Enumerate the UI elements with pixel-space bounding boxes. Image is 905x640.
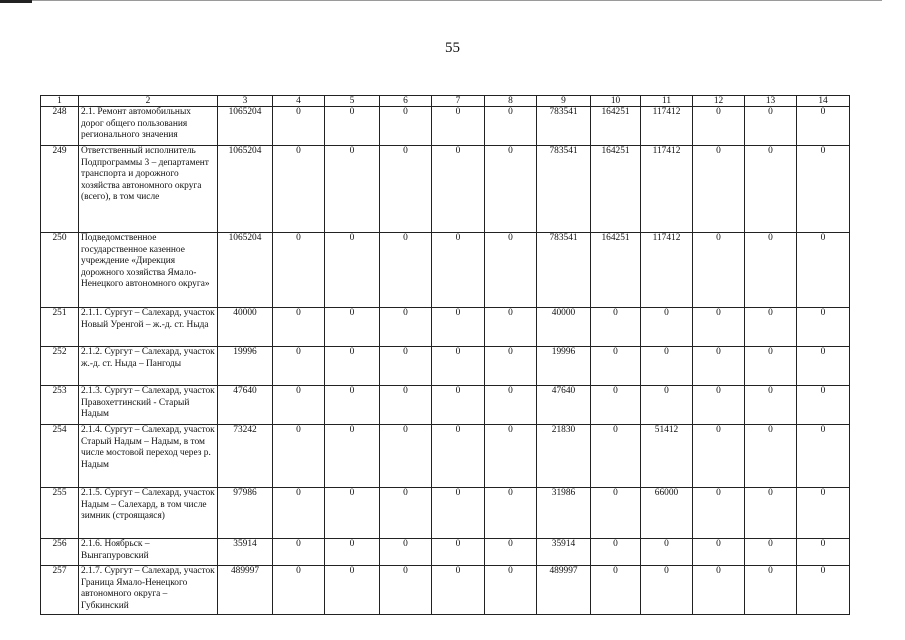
cell-value: 783541 bbox=[537, 107, 591, 146]
cell-value: 0 bbox=[325, 347, 380, 386]
cell-value: 0 bbox=[693, 347, 745, 386]
cell-value: 0 bbox=[380, 488, 432, 539]
page-number: 55 bbox=[445, 40, 460, 56]
row-description: 2.1.6. Ноябрьск – Вынгапуровский bbox=[79, 539, 218, 566]
row-number: 252 bbox=[41, 347, 79, 386]
cell-value: 0 bbox=[745, 347, 797, 386]
cell-value: 164251 bbox=[591, 146, 641, 233]
row-description: Ответственный исполнитель Подпрограммы 3 – департамент транспорта и дорожного хозяйства автономного округа (всего), в том числе bbox=[79, 146, 218, 233]
table-row bbox=[41, 566, 850, 615]
scan-edge-mark bbox=[0, 0, 32, 3]
cell-value: 489997 bbox=[537, 566, 591, 615]
cell-value: 0 bbox=[432, 488, 485, 539]
column-header: 14 bbox=[797, 96, 850, 107]
cell-value: 0 bbox=[380, 425, 432, 488]
cell-value: 0 bbox=[273, 347, 325, 386]
row-description: 2.1.4. Сургут – Салехард, участок Старый Надым – Надым, в том числе мостовой переход через р. Надым bbox=[79, 425, 218, 488]
cell-value: 783541 bbox=[537, 233, 591, 308]
cell-value: 0 bbox=[273, 488, 325, 539]
cell-value: 117412 bbox=[641, 107, 693, 146]
cell-value: 21830 bbox=[537, 425, 591, 488]
cell-value: 0 bbox=[432, 539, 485, 566]
row-description: 2.1. Ремонт автомобильных дорог общего пользования регионального значения bbox=[79, 107, 218, 146]
row-number: 250 bbox=[41, 233, 79, 308]
cell-value: 35914 bbox=[537, 539, 591, 566]
cell-value: 0 bbox=[693, 539, 745, 566]
cell-value: 489997 bbox=[218, 566, 273, 615]
cell-value: 0 bbox=[485, 488, 537, 539]
cell-value: 0 bbox=[693, 308, 745, 347]
column-header: 9 bbox=[537, 96, 591, 107]
cell-value: 0 bbox=[797, 425, 850, 488]
cell-value: 0 bbox=[591, 488, 641, 539]
cell-value: 0 bbox=[432, 146, 485, 233]
cell-value: 0 bbox=[325, 488, 380, 539]
cell-value: 0 bbox=[485, 566, 537, 615]
cell-value: 0 bbox=[485, 146, 537, 233]
cell-value: 0 bbox=[745, 566, 797, 615]
cell-value: 0 bbox=[693, 566, 745, 615]
row-number: 255 bbox=[41, 488, 79, 539]
cell-value: 0 bbox=[380, 107, 432, 146]
cell-value: 1065204 bbox=[218, 146, 273, 233]
row-number: 251 bbox=[41, 308, 79, 347]
cell-value: 0 bbox=[273, 107, 325, 146]
cell-value: 0 bbox=[325, 107, 380, 146]
column-header: 12 bbox=[693, 96, 745, 107]
cell-value: 19996 bbox=[537, 347, 591, 386]
cell-value: 0 bbox=[745, 233, 797, 308]
cell-value: 0 bbox=[641, 539, 693, 566]
cell-value: 51412 bbox=[641, 425, 693, 488]
column-header: 4 bbox=[273, 96, 325, 107]
cell-value: 0 bbox=[693, 107, 745, 146]
cell-value: 0 bbox=[325, 425, 380, 488]
column-header: 3 bbox=[218, 96, 273, 107]
cell-value: 164251 bbox=[591, 233, 641, 308]
cell-value: 0 bbox=[745, 386, 797, 425]
cell-value: 0 bbox=[325, 233, 380, 308]
scan-edge-line bbox=[32, 0, 882, 1]
column-header: 2 bbox=[79, 96, 218, 107]
cell-value: 40000 bbox=[218, 308, 273, 347]
cell-value: 0 bbox=[432, 386, 485, 425]
cell-value: 164251 bbox=[591, 107, 641, 146]
cell-value: 0 bbox=[273, 566, 325, 615]
cell-value: 0 bbox=[693, 146, 745, 233]
cell-value: 0 bbox=[485, 539, 537, 566]
cell-value: 0 bbox=[797, 347, 850, 386]
cell-value: 0 bbox=[797, 107, 850, 146]
cell-value: 0 bbox=[693, 488, 745, 539]
cell-value: 97986 bbox=[218, 488, 273, 539]
cell-value: 31986 bbox=[537, 488, 591, 539]
column-header: 7 bbox=[432, 96, 485, 107]
row-description: 2.1.5. Сургут – Салехард, участок Надым – Салехард, в том числе зимник (строящаяся) bbox=[79, 488, 218, 539]
cell-value: 0 bbox=[432, 425, 485, 488]
cell-value: 0 bbox=[325, 566, 380, 615]
column-header: 11 bbox=[641, 96, 693, 107]
cell-value: 0 bbox=[325, 539, 380, 566]
row-number: 249 bbox=[41, 146, 79, 233]
cell-value: 35914 bbox=[218, 539, 273, 566]
cell-value: 0 bbox=[745, 488, 797, 539]
cell-value: 0 bbox=[485, 233, 537, 308]
cell-value: 0 bbox=[485, 386, 537, 425]
column-header: 13 bbox=[745, 96, 797, 107]
table-row bbox=[41, 425, 850, 488]
cell-value: 47640 bbox=[218, 386, 273, 425]
cell-value: 0 bbox=[745, 146, 797, 233]
cell-value: 0 bbox=[797, 566, 850, 615]
cell-value: 0 bbox=[273, 425, 325, 488]
cell-value: 0 bbox=[380, 566, 432, 615]
cell-value: 19996 bbox=[218, 347, 273, 386]
cell-value: 0 bbox=[745, 539, 797, 566]
cell-value: 0 bbox=[273, 386, 325, 425]
cell-value: 0 bbox=[325, 386, 380, 425]
table-row bbox=[41, 308, 850, 347]
cell-value: 0 bbox=[591, 386, 641, 425]
budget-table bbox=[40, 95, 850, 615]
cell-value: 1065204 bbox=[218, 233, 273, 308]
cell-value: 0 bbox=[797, 386, 850, 425]
cell-value: 0 bbox=[591, 425, 641, 488]
cell-value: 0 bbox=[273, 233, 325, 308]
cell-value: 117412 bbox=[641, 233, 693, 308]
cell-value: 0 bbox=[797, 308, 850, 347]
cell-value: 47640 bbox=[537, 386, 591, 425]
cell-value: 0 bbox=[797, 146, 850, 233]
cell-value: 0 bbox=[797, 539, 850, 566]
cell-value: 0 bbox=[325, 308, 380, 347]
column-header: 10 bbox=[591, 96, 641, 107]
cell-value: 0 bbox=[745, 425, 797, 488]
cell-value: 0 bbox=[693, 233, 745, 308]
column-header: 6 bbox=[380, 96, 432, 107]
cell-value: 0 bbox=[745, 107, 797, 146]
cell-value: 0 bbox=[380, 539, 432, 566]
table-row bbox=[41, 539, 850, 566]
cell-value: 0 bbox=[485, 425, 537, 488]
row-number: 248 bbox=[41, 107, 79, 146]
cell-value: 73242 bbox=[218, 425, 273, 488]
cell-value: 783541 bbox=[537, 146, 591, 233]
cell-value: 40000 bbox=[537, 308, 591, 347]
cell-value: 0 bbox=[380, 347, 432, 386]
row-number: 257 bbox=[41, 566, 79, 615]
cell-value: 0 bbox=[485, 308, 537, 347]
cell-value: 0 bbox=[273, 146, 325, 233]
cell-value: 0 bbox=[485, 347, 537, 386]
cell-value: 0 bbox=[641, 347, 693, 386]
cell-value: 0 bbox=[641, 566, 693, 615]
cell-value: 0 bbox=[693, 386, 745, 425]
cell-value: 0 bbox=[485, 107, 537, 146]
cell-value: 0 bbox=[591, 308, 641, 347]
row-description: 2.1.3. Сургут – Салехард, участок Правохеттинский - Старый Надым bbox=[79, 386, 218, 425]
row-number: 254 bbox=[41, 425, 79, 488]
table-row bbox=[41, 347, 850, 386]
table-row bbox=[41, 233, 850, 308]
cell-value: 0 bbox=[591, 539, 641, 566]
cell-value: 0 bbox=[380, 308, 432, 347]
table-row bbox=[41, 107, 850, 146]
cell-value: 0 bbox=[432, 347, 485, 386]
cell-value: 0 bbox=[432, 566, 485, 615]
cell-value: 0 bbox=[380, 146, 432, 233]
row-number: 256 bbox=[41, 539, 79, 566]
cell-value: 66000 bbox=[641, 488, 693, 539]
cell-value: 0 bbox=[745, 308, 797, 347]
row-number: 253 bbox=[41, 386, 79, 425]
row-description: 2.1.1. Сургут – Салехард, участок Новый Уренгой – ж.-д. ст. Ныда bbox=[79, 308, 218, 347]
cell-value: 0 bbox=[797, 233, 850, 308]
cell-value: 1065204 bbox=[218, 107, 273, 146]
cell-value: 0 bbox=[797, 488, 850, 539]
cell-value: 0 bbox=[273, 539, 325, 566]
cell-value: 0 bbox=[641, 386, 693, 425]
column-header: 5 bbox=[325, 96, 380, 107]
row-description: 2.1.7. Сургут – Салехард, участок Граница Ямало-Ненецкого автономного округа – Губкинский bbox=[79, 566, 218, 615]
cell-value: 0 bbox=[325, 146, 380, 233]
row-description: 2.1.2. Сургут – Салехард, участок ж.-д. ст. Ныда – Пангоды bbox=[79, 347, 218, 386]
column-header: 1 bbox=[41, 96, 79, 107]
table-row bbox=[41, 488, 850, 539]
cell-value: 0 bbox=[591, 566, 641, 615]
cell-value: 0 bbox=[380, 386, 432, 425]
cell-value: 0 bbox=[432, 308, 485, 347]
cell-value: 0 bbox=[432, 107, 485, 146]
cell-value: 0 bbox=[693, 425, 745, 488]
cell-value: 0 bbox=[641, 308, 693, 347]
column-header: 8 bbox=[485, 96, 537, 107]
table-row bbox=[41, 386, 850, 425]
cell-value: 0 bbox=[273, 308, 325, 347]
cell-value: 0 bbox=[432, 233, 485, 308]
cell-value: 0 bbox=[380, 233, 432, 308]
cell-value: 117412 bbox=[641, 146, 693, 233]
cell-value: 0 bbox=[591, 347, 641, 386]
table-row bbox=[41, 146, 850, 233]
header-row bbox=[41, 96, 850, 107]
row-description: Подведомственное государственное казенное учреждение «Дирекция дорожного хозяйства Ямало-Ненецкого автономного округа» bbox=[79, 233, 218, 308]
